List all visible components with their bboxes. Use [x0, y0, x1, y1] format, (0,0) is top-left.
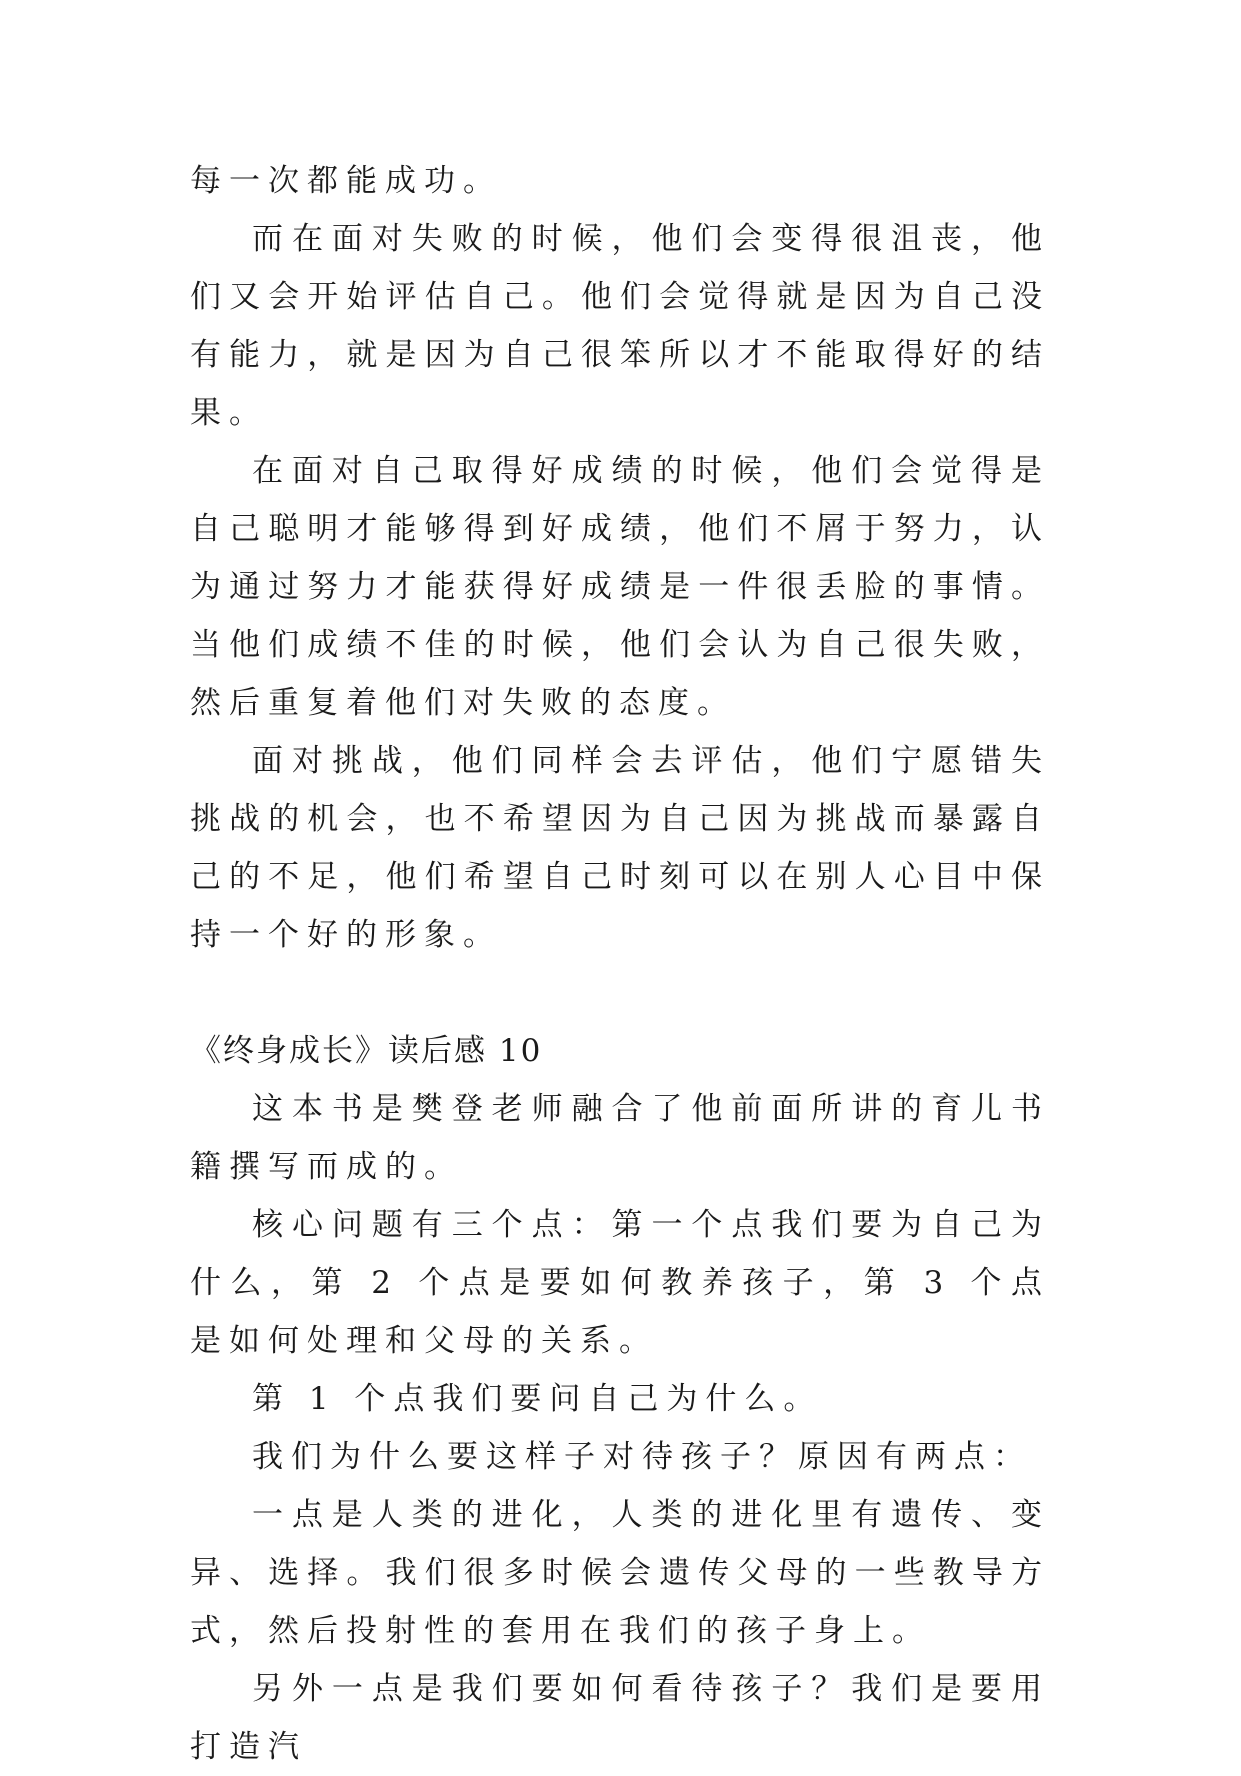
paragraph-why-question: 我们为什么要这样子对待孩子？原因有两点：	[252, 1439, 1032, 1475]
paragraph-failure-reaction: 而在面对失败的时候，他们会变得很沮丧，他们又会开始评估自己。他们会觉得就是因为自己没有能力，就是因为自己很笨所以才不能取得好的结果。	[190, 221, 1050, 431]
paragraph-core-questions: 核心问题有三个点：第一个点我们要为自己为什么，第 2 个点是要如何教养孩子，第 3 个点是如何处理和父母的关系。	[190, 1207, 1050, 1359]
section-gap	[190, 964, 1050, 1022]
paragraph-continuation: 每一次都能成功。	[190, 163, 502, 199]
paragraph-point-one: 第 1 个点我们要问自己为什么。	[252, 1381, 823, 1417]
document-body	[190, 152, 1050, 1776]
paragraph-good-grades: 在面对自己取得好成绩的时候，他们会觉得是自己聪明才能够得到好成绩，他们不屑于努力，认为通过努力才能获得好成绩是一件很丢脸的事情。当他们成绩不佳的时候，他们会认为自己很失败，然后重复着他们对失败的态度。	[190, 453, 1050, 721]
paragraph-view-children: 另外一点是我们要如何看待孩子？我们是要用打造汽	[190, 1671, 1050, 1765]
paragraph-evolution: 一点是人类的进化，人类的进化里有遗传、变异、选择。我们很多时候会遗传父母的一些教导方式，然后投射性的套用在我们的孩子身上。	[190, 1497, 1050, 1649]
section-heading: 《终身成长》读后感 10	[190, 1033, 543, 1069]
paragraph-book-intro: 这本书是樊登老师融合了他前面所讲的育儿书籍撰写而成的。	[190, 1091, 1050, 1185]
paragraph-challenges: 面对挑战，他们同样会去评估，他们宁愿错失挑战的机会，也不希望因为自己因为挑战而暴露自己的不足，他们希望自己时刻可以在别人心目中保持一个好的形象。	[190, 743, 1050, 953]
